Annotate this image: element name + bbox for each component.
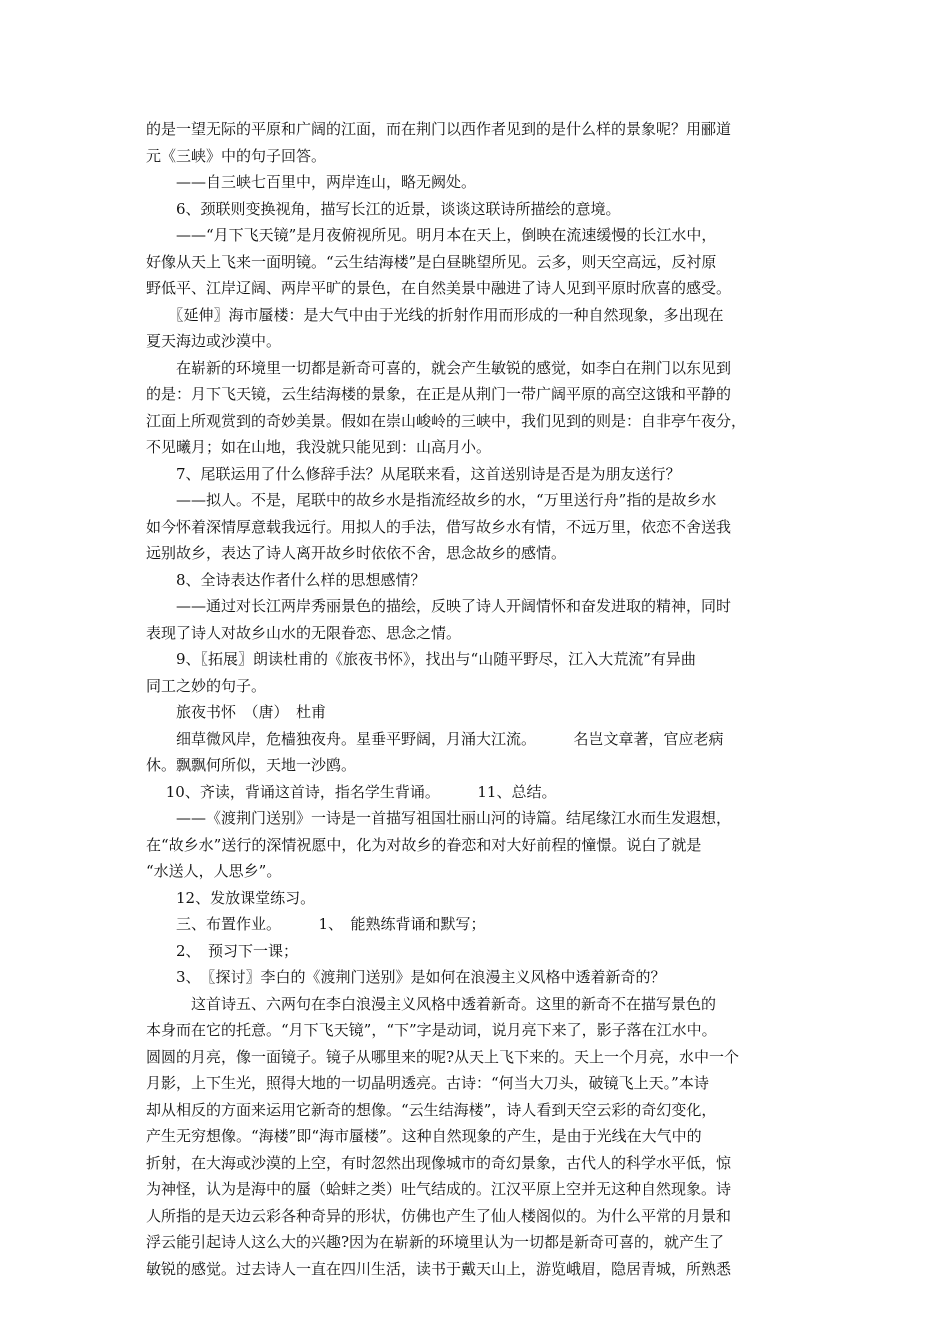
text-line: 2、 预习下一课；	[146, 941, 299, 960]
text-line: 在崭新的环境里一切都是新奇可喜的，就会产生敏锐的感觉，如李白在荆门以东见到	[146, 358, 732, 377]
text-line: 圆圆的月亮，像一面镜子。镜子从哪里来的呢?从天上飞下来的。天上一个月亮，水中一个	[146, 1047, 740, 1066]
text-line: ——《渡荆门送别》一诗是一首描写祖国壮丽山河的诗篇。结尾缘江水而生发遐想，	[146, 809, 732, 827]
text-line: 这首诗五、六两句在李白浪漫主义风格中透着新奇。这里的新奇不在描写景色的	[146, 994, 717, 1013]
text-line: 细草微风岸，危樯独夜舟。星垂平野阔，月涌大江流。 名岂文章著，官应老病	[146, 729, 724, 748]
body-text	[146, 116, 806, 1282]
text-line: 产生无穷想像。“海楼”即“海市蜃楼”。这种自然现象的产生，是由于光线在大气中的	[146, 1127, 702, 1145]
text-line: 好像从天上飞来一面明镜。“云生结海楼”是白昼眺望所见。云多，则天空高远，反衬原	[146, 252, 717, 271]
text-line: ——拟人。不是，尾联中的故乡水是指流经故乡的水，“万里送行舟”指的是故乡水	[146, 491, 717, 509]
text-line: 同工之妙的句子。	[146, 676, 267, 695]
text-line: 10、齐读，背诵这首诗，指名学生背诵。 11、总结。	[146, 782, 557, 801]
text-line: 6、颈联则变换视角，描写长江的近景，谈谈这联诗所描绘的意境。	[146, 199, 621, 218]
text-line: 旅夜书怀 （唐） 杜甫	[146, 703, 327, 721]
text-line: 江面上所观赏到的奇妙美景。假如在崇山峻岭的三峡中，我们见到的则是：自非亭午夜分，	[146, 411, 747, 430]
text-line: 〖延伸〗海市蜃楼：是大气中由于光线的折射作用而形成的一种自然现象，多出现在	[146, 305, 724, 324]
text-line: 却从相反的方面来运用它新奇的想像。“云生结海楼”，诗人看到天空云彩的奇幻变化，	[146, 1100, 717, 1119]
text-line: 的是：月下飞天镜，云生结海楼的景象，在正是从荆门一带广阔平原的高空这饿和平静的	[146, 385, 732, 403]
text-line: 野低平、江岸辽阔、两岸平旷的景色，在自然美景中融进了诗人见到平原时欣喜的感受。	[146, 279, 732, 297]
text-line: 12、发放课堂练习。	[146, 888, 316, 907]
text-line: 本身而在它的托意。“月下飞天镜”，“下”字是动词，说月亮下来了，影子落在江水中。	[146, 1021, 717, 1039]
text-line: 的是一望无际的平原和广阔的江面，而在荆门以西作者见到的是什么样的景象呢？用郦道	[146, 120, 732, 138]
text-line: 折射，在大海或沙漠的上空，有时忽然出现像城市的奇幻景象，古代人的科学水平低，惊	[146, 1153, 732, 1172]
text-line: 人所指的是天边云彩各种奇异的形状，仿佛也产生了仙人楼阁似的。为什么平常的月景和	[146, 1206, 732, 1225]
text-line: 敏锐的感觉。过去诗人一直在四川生活，读书于戴天山上，游览峨眉，隐居青城，所熟悉	[146, 1259, 732, 1278]
text-line: 浮云能引起诗人这么大的兴趣?因为在崭新的环境里认为一切都是新奇可喜的，就产生了	[146, 1233, 725, 1251]
text-line: ——“月下飞天镜”是月夜俯视所见。明月本在天上，倒映在流速缓慢的长江水中，	[146, 226, 717, 244]
text-line: 夏天海边或沙漠中。	[146, 332, 282, 350]
text-line: ——通过对长江两岸秀丽景色的描绘，反映了诗人开阔情怀和奋发进取的精神，同时	[146, 597, 732, 615]
text-line: ——自三峡七百里中，两岸连山，略无阙处。	[146, 173, 477, 191]
text-line: “水送人，人思乡”。	[146, 862, 282, 880]
text-line: 月影，上下生光，照得大地的一切晶明透亮。古诗：“何当大刀头，破镜飞上天。”本诗	[146, 1074, 709, 1092]
text-line: 为神怪，认为是海中的蜃（蛤蚌之类）吐气结成的。江汉平原上空并无这种自然现象。诗	[146, 1180, 732, 1198]
text-line: 三、布置作业。 1、 能熟练背诵和默写；	[146, 915, 486, 933]
text-line: 元《三峡》中的句子回答。	[146, 146, 327, 165]
text-line: 不见曦月；如在山地，我没就只能见到：山高月小。	[146, 438, 492, 456]
text-line: 7、尾联运用了什么修辞手法？从尾联来看，这首送别诗是否是为朋友送行？	[146, 464, 681, 483]
text-line: 在“故乡水”送行的深情祝愿中，化为对故乡的眷恋和对大好前程的憧憬。说白了就是	[146, 835, 702, 854]
text-line: 8、全诗表达作者什么样的思想感情？	[146, 570, 426, 589]
text-line: 如今怀着深情厚意载我远行。用拟人的手法，借写故乡水有情，不远万里，依恋不舍送我	[146, 517, 732, 536]
text-line: 休。飘飘何所似，天地一沙鸥。	[146, 756, 357, 774]
text-line: 9、〖拓展〗朗读杜甫的《旅夜书怀》，找出与“山随平野尽，江入大荒流”有异曲	[146, 650, 696, 668]
text-line: 3、 〖探讨〗李白的《渡荆门送别》是如何在浪漫主义风格中透着新奇的？	[146, 968, 666, 986]
text-line: 表现了诗人对故乡山水的无限眷恋、思念之情。	[146, 623, 462, 642]
text-line: 远别故乡，表达了诗人离开故乡时依依不舍，思念故乡的感情。	[146, 544, 567, 562]
